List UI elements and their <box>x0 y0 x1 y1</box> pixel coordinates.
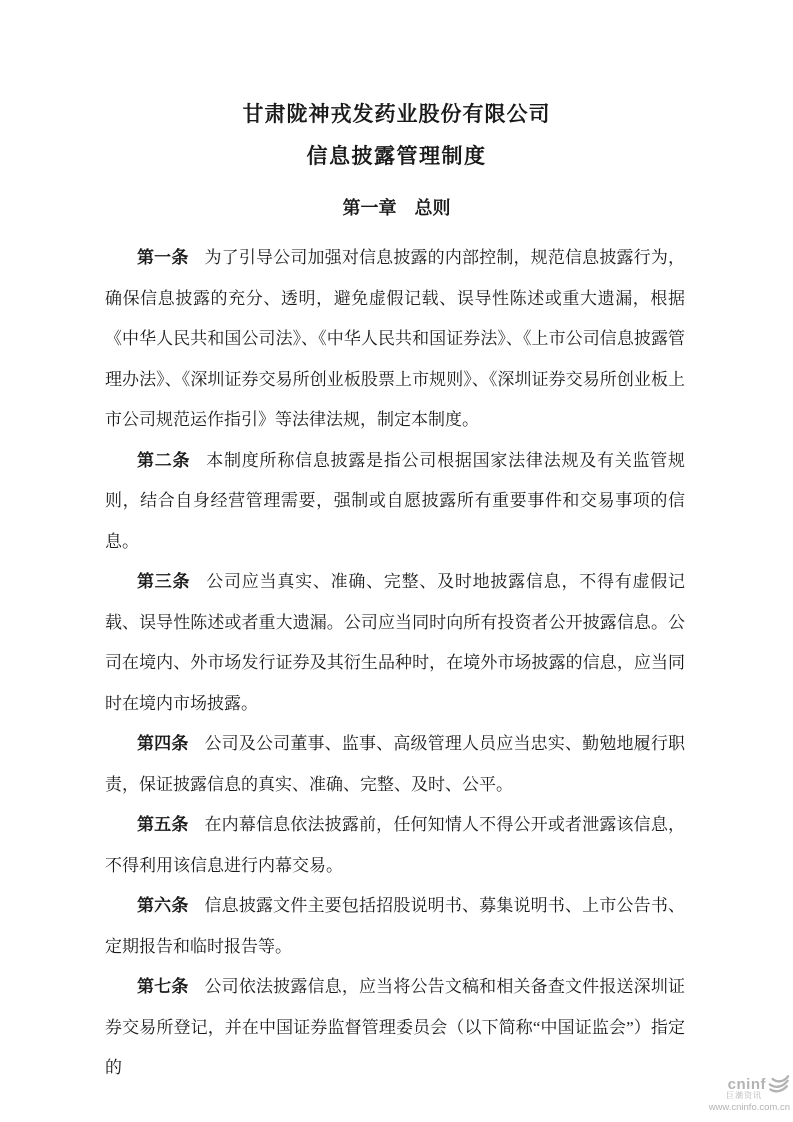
article-text: 本制度所称信息披露是指公司根据国家法律法规及有关监管规则，结合自身经营管理需要，强制或自愿披露所有重要事件和交易事项的信息。 <box>105 450 686 551</box>
document-title: 信息披露管理制度 <box>306 144 487 168</box>
article-text: 公司依法披露信息，应当将公告文稿和相关备查文件报送深圳证券交易所登记，并在中国证券监督管理委员会（以下简称“中国证监会”）指定的 <box>105 977 685 1077</box>
cninfo-brand: cninf <box>727 1075 766 1093</box>
article-text: 公司及公司董事、监事、高级管理人员应当忠实、勤勉地履行职责，保证披露信息的真实、准确、完整、及时、公平。 <box>105 734 685 794</box>
company-name-title: 甘肃陇神戎发药业股份有限公司 <box>242 102 551 126</box>
article-number: 第七条 <box>137 977 189 996</box>
article-text: 公司应当真实、准确、完整、及时地披露信息，不得有虚假记载、误导性陈述或者重大遗漏。公司应当同时向所有投资者公开披露信息。公司在境内、外市场发行证券及其衍生品种时，在境外市场披露的信息，应当同时在境内市场披露。 <box>105 572 686 713</box>
article-number: 第四条 <box>137 734 189 753</box>
cninfo-chinese-name: 巨潮资讯 <box>726 1091 762 1100</box>
article-number: 第六条 <box>137 896 189 915</box>
chapter-heading: 第一章 总则 <box>342 198 451 218</box>
article-text: 为了引导公司加强对信息披露的内部控制，规范信息披露行为，确保信息披露的充分、透明，避免虚假记载、误导性陈述或重大遗漏，根据《中华人民共和国公司法》、《中华人民共和国证券法》、《上市公司信息披露管理办法》、《深圳证券交易所创业板股票上市规则》、《深圳证券交易所创业板上市公司规范运作指引》等法律法规，制定本制度。 <box>105 248 685 429</box>
article-paragraph-6 <box>105 886 685 967</box>
article-paragraph-7 <box>105 967 685 1089</box>
article-paragraph-2 <box>105 441 685 563</box>
article-paragraph-4 <box>105 724 685 805</box>
article-paragraph-1 <box>105 238 685 441</box>
article-number: 第二条 <box>137 450 191 470</box>
cninfo-watermark <box>709 1074 790 1113</box>
article-number: 第五条 <box>137 815 189 834</box>
article-number: 第三条 <box>137 572 191 591</box>
article-text: 在内幕信息依法披露前，任何知情人不得公开或者泄露该信息，不得利用该信息进行内幕交易。 <box>105 815 685 875</box>
article-paragraph-5 <box>105 805 685 886</box>
article-text: 信息披露文件主要包括招股说明书、募集说明书、上市公告书、定期报告和临时报告等。 <box>105 896 685 956</box>
document-body <box>105 238 685 1089</box>
article-paragraph-3 <box>105 562 685 724</box>
article-number: 第一条 <box>137 248 189 267</box>
swirl-icon <box>768 1074 790 1094</box>
cninfo-url: www.cninfo.com.cn <box>708 1102 790 1113</box>
